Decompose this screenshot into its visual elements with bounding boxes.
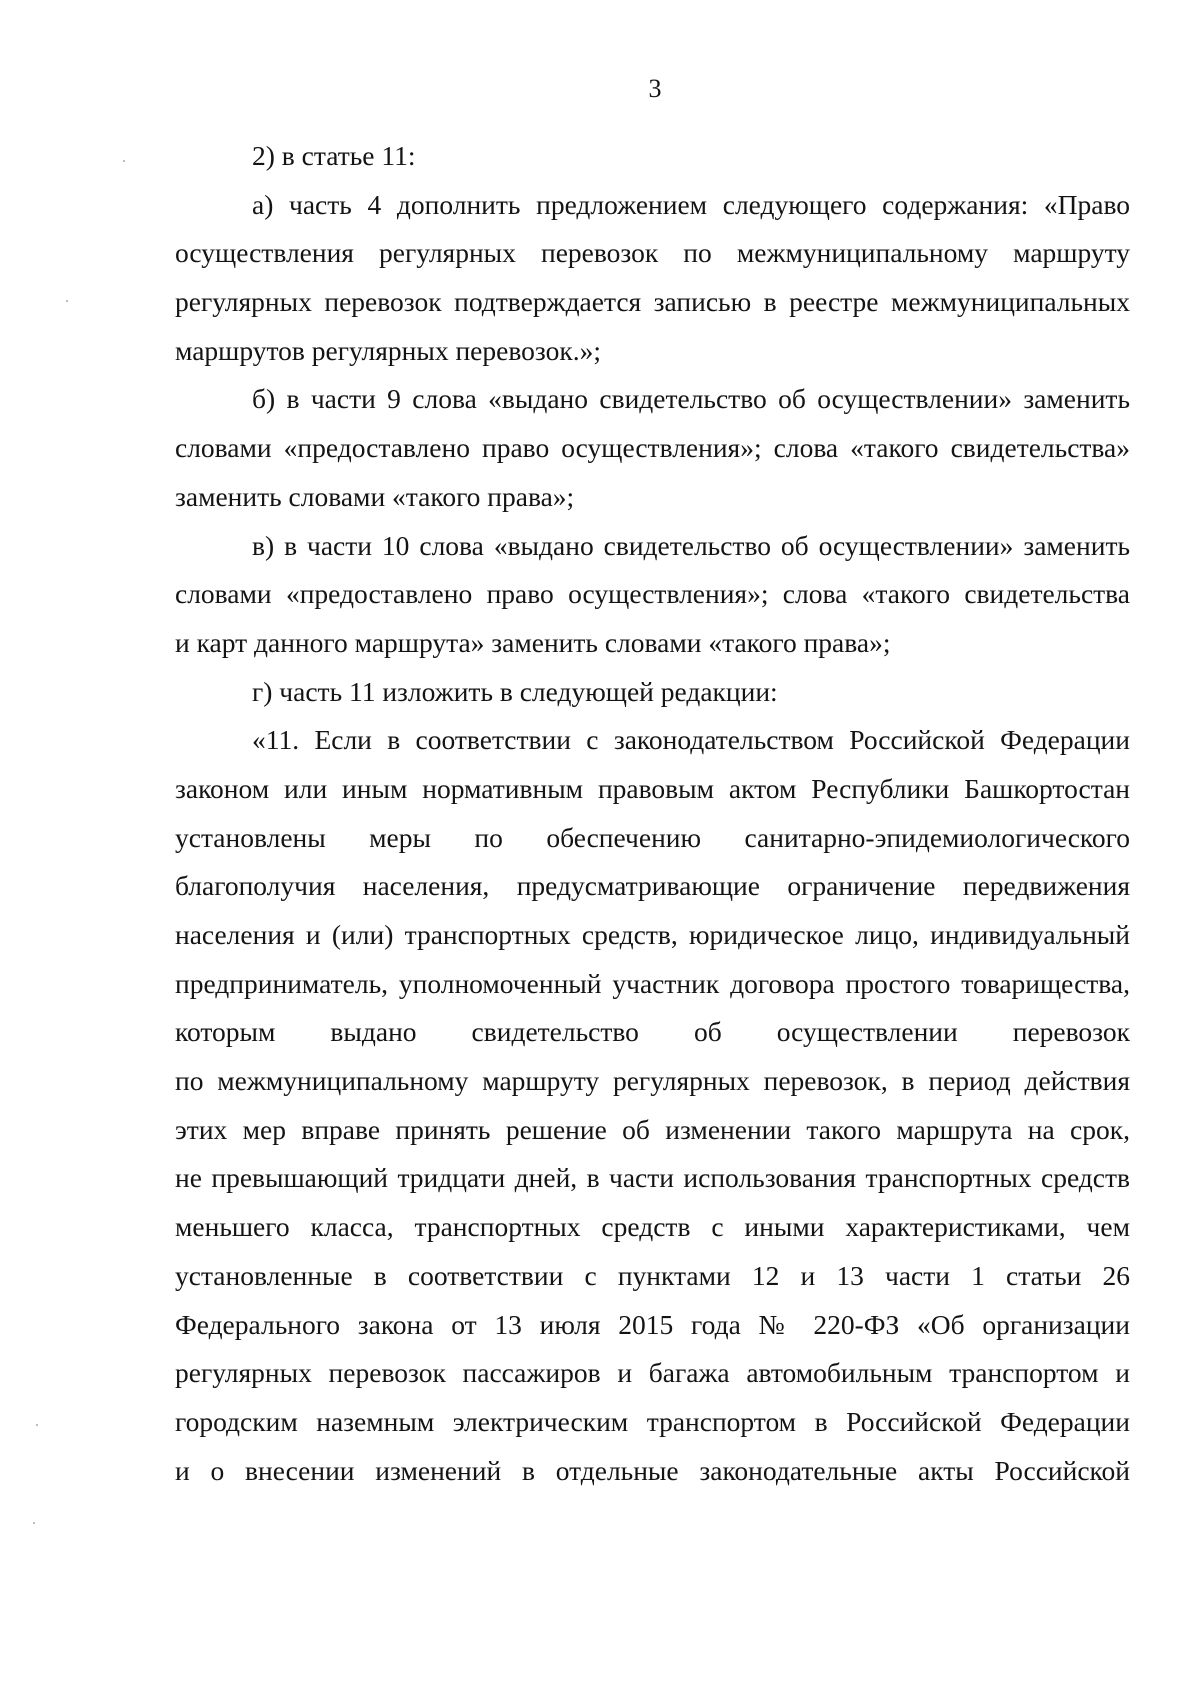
text-line: «11. Если в соответствии с законодательством Российской Федерации bbox=[252, 724, 1130, 756]
text-line: а) часть 4 дополнить предложением следующего содержания: «Право bbox=[252, 188, 1130, 220]
scan-artifact bbox=[66, 300, 68, 302]
text-line: г) часть 11 изложить в следующей редакции: bbox=[252, 675, 778, 707]
text-line: регулярных перевозок пассажиров и багажа автомобильным транспортом и bbox=[175, 1357, 1130, 1389]
text-line: б) в части 9 слова «выдано свидетельство об осуществлении» заменить bbox=[252, 383, 1130, 415]
scan-artifact bbox=[123, 160, 125, 162]
text-line: словами «предоставлено право осуществления»; слова «такого свидетельства bbox=[175, 578, 1130, 610]
paragraph-item-2b bbox=[175, 375, 1130, 521]
text-line: городским наземным электрическим транспортом в Российской Федерации bbox=[175, 1405, 1130, 1437]
scan-artifact bbox=[33, 1522, 35, 1524]
paragraph-item-2a bbox=[175, 181, 1130, 376]
text-line: и о внесении изменений в отдельные законодательные акты Российской bbox=[175, 1454, 1130, 1486]
text-line: установлены меры по обеспечению санитарно-эпидемиологического bbox=[175, 821, 1130, 853]
text-line: которым выдано свидетельство об осуществлении перевозок bbox=[175, 1016, 1130, 1048]
text-line: населения и (или) транспортных средств, юридическое лицо, индивидуальный bbox=[175, 919, 1130, 950]
text-line: заменить словами «такого права»; bbox=[175, 480, 575, 512]
text-line: маршрутов регулярных перевозок.»; bbox=[175, 334, 601, 366]
text-line: по межмуниципальному маршруту регулярных перевозок, в период действия bbox=[175, 1065, 1130, 1097]
text-line: осуществления регулярных перевозок по межмуниципальному маршруту bbox=[175, 237, 1130, 269]
page-number: 3 bbox=[648, 74, 662, 103]
text-line: словами «предоставлено право осуществления»; слова «такого свидетельства» bbox=[175, 432, 1130, 464]
text-line: и карт данного маршрута» заменить словами «такого права»; bbox=[175, 626, 891, 658]
text-line: Федерального закона от 13 июля 2015 года № 220-ФЗ «Об организации bbox=[175, 1308, 1130, 1340]
text-line: меньшего класса, транспортных средств с иными характеристиками, чем bbox=[175, 1211, 1130, 1243]
text-line: предприниматель, уполномоченный участник договора простого товарищества, bbox=[175, 967, 1130, 999]
text-line: регулярных перевозок подтверждается записью в реестре межмуниципальных bbox=[175, 286, 1130, 318]
scan-artifact bbox=[36, 1424, 38, 1426]
text-line: законом или иным нормативным правовым актом Республики Башкортостан bbox=[175, 772, 1130, 804]
document-body bbox=[175, 132, 1130, 1495]
paragraph-part-11 bbox=[175, 716, 1130, 1495]
paragraph-item-2v bbox=[175, 522, 1130, 668]
text-line: установленные в соответствии с пунктами 12 и 13 части 1 статьи 26 bbox=[175, 1259, 1130, 1291]
paragraph-item-2g bbox=[175, 668, 1130, 717]
text-line: этих мер вправе принять решение об изменении такого маршрута на срок, bbox=[175, 1113, 1130, 1145]
text-line: не превышающий тридцати дней, в части использования транспортных средств bbox=[175, 1162, 1130, 1194]
text-line: 2) в статье 11: bbox=[252, 140, 416, 171]
text-line: в) в части 10 слова «выдано свидетельство об осуществлении» заменить bbox=[252, 529, 1130, 561]
text-line: благополучия населения, предусматривающие ограничение передвижения bbox=[175, 870, 1130, 902]
paragraph-item-2 bbox=[175, 132, 1130, 181]
